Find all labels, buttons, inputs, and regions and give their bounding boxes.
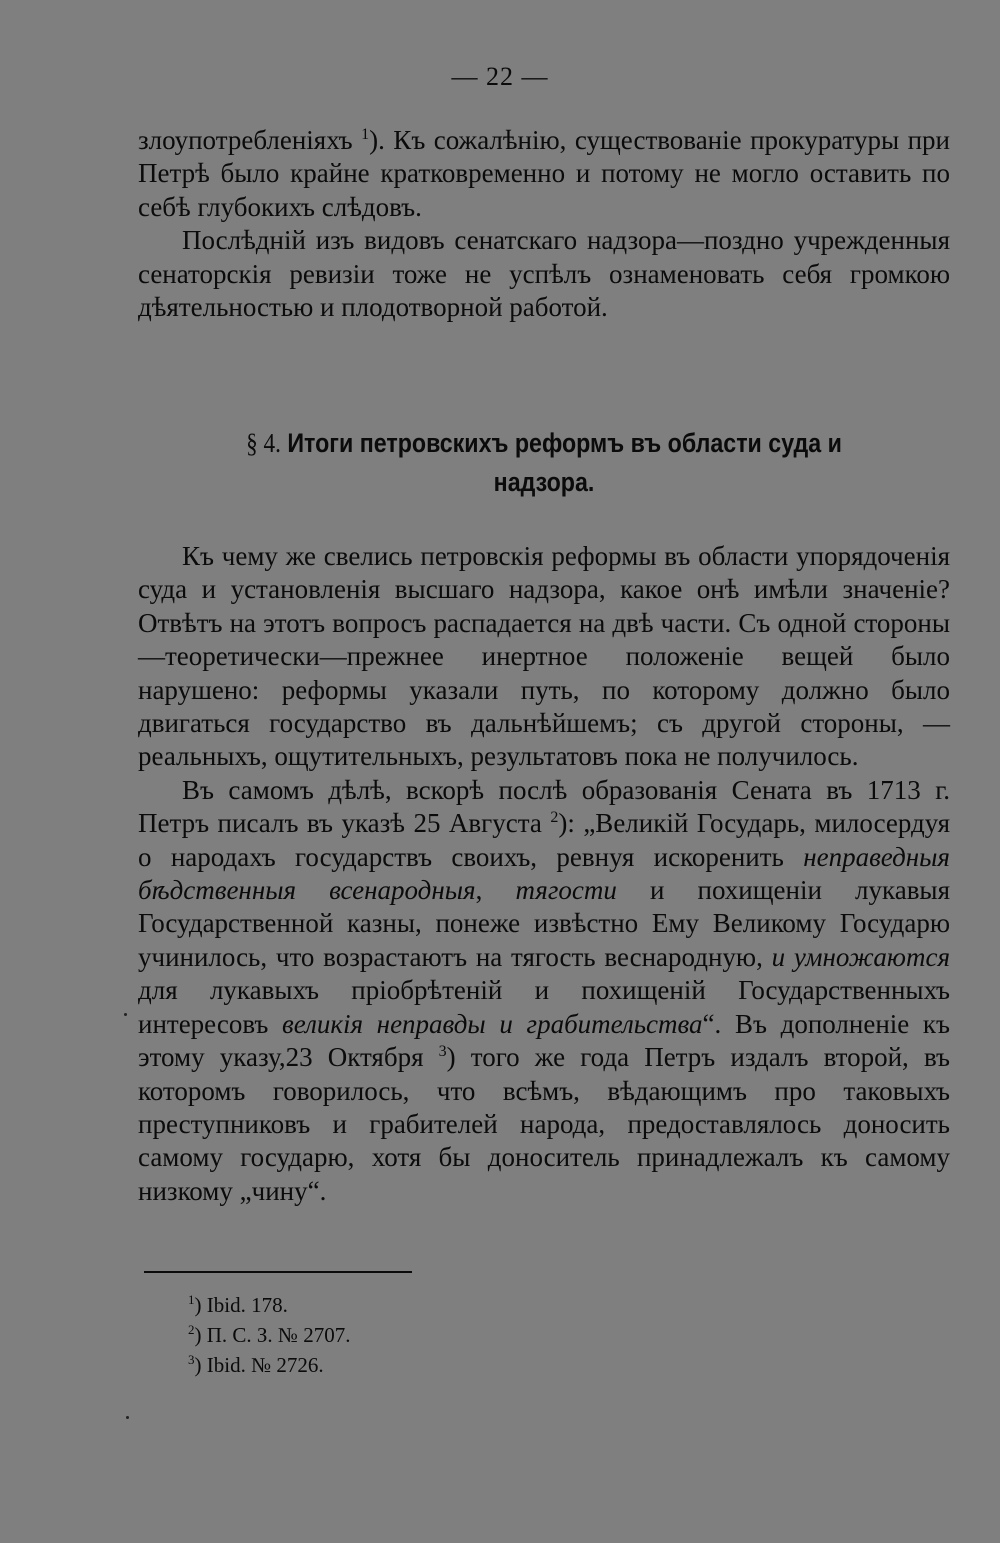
section-heading	[195, 424, 893, 502]
paragraph-text: Въ самомъ дѣлѣ, вскорѣ послѣ образованія Сената въ 1713 г. Петръ писалъ въ указѣ 25 Августа	[138, 774, 950, 839]
paragraph-text: ,	[475, 875, 516, 906]
paragraph-text: “. Въ дополненіе къ этому указу,23 Октября	[138, 1008, 950, 1073]
footnote-reference: 1	[361, 126, 370, 143]
italic-phrase: великія неправды и грабительства	[282, 1008, 703, 1039]
text-block-top	[138, 124, 950, 324]
paragraph-continuation	[138, 124, 950, 224]
italic-phrase: и умножаются	[771, 941, 950, 972]
footnote-reference: 2	[550, 809, 559, 827]
scan-speck	[126, 1416, 129, 1419]
paragraph-text: для лукавыхъ пріобрѣтеній и похищеній Государственныхъ интересовъ	[138, 975, 950, 1039]
page-number: — 22 —	[451, 62, 549, 91]
footnote-mark: 2	[188, 1322, 195, 1337]
footnote	[188, 1290, 350, 1320]
footnote-separator	[144, 1271, 412, 1273]
footnote	[188, 1320, 350, 1350]
text-block-main	[138, 540, 950, 1208]
scan-speck	[124, 1013, 127, 1016]
paragraph-text: ): „Великій Государь, милосердуя о народахъ государствъ своихъ, ревнуя искоренить	[138, 808, 950, 872]
footnote-text: ) П. С. З. № 2707.	[194, 1323, 351, 1347]
italic-phrase: тягости	[515, 875, 617, 906]
footnote-mark: 3	[188, 1352, 195, 1367]
footnote-text: ) Ibid. 178.	[194, 1293, 288, 1317]
paragraph-text: и похищеніи лукавыя Государственной казны, понеже извѣстно Ему Великому Государю учинилось, что возрастаютъ на тягость веснародную,	[138, 875, 950, 972]
paragraph-text: злоупотребленіяхъ	[138, 125, 362, 155]
section-number: § 4.	[246, 428, 281, 458]
footnote-mark: 1	[188, 1292, 195, 1307]
footnote-text: ) Ibid. № 2726.	[194, 1353, 324, 1377]
section-title: Итоги петровскихъ реформъ въ области суда и надзора.	[287, 428, 842, 497]
footnotes	[188, 1290, 350, 1380]
paragraph-with-quote	[138, 774, 950, 1208]
paragraph: Къ чему же свелись петровскія реформы въ области упорядоченія суда и установленія высшаго надзора, какое онѣ имѣли значеніе? Отвѣтъ на этотъ вопросъ распадается на двѣ части. Съ одной стороны—теоретически—прежнее инертное положеніе вещей было нарушено: реформы указали путь, по которому должно было двигаться государство въ дальнѣйшемъ; съ другой стороны, — реальныхъ, ощутительныхъ, результатовъ пока не получилось.	[138, 541, 950, 772]
paragraph-text: ). Къ сожалѣнію, существованіе прокуратуры при Петрѣ было крайне кратковременно и потому не могло оставить по себѣ глубокихъ слѣдовъ.	[138, 125, 950, 222]
footnote	[188, 1350, 350, 1380]
footnote-reference: 3	[438, 1043, 447, 1061]
paragraph: Послѣдній изъ видовъ сенатскаго надзора—поздно учрежденныя сенаторскія ревизіи тоже не успѣлъ ознаменовать себя громкою дѣятельностью и плодотворной работой.	[138, 225, 950, 323]
paragraph-text: ) того же года Петръ издалъ второй, въ которомъ говорилось, что всѣмъ, вѣдающимъ про таковыхъ преступниковъ и грабителей народа, предоставлялось доносить самому государю, хотя бы доноситель принадлежалъ къ самому низкому „чину“.	[138, 1042, 950, 1206]
italic-phrase: неправедныя бѣдственныя всенародныя	[138, 841, 950, 906]
